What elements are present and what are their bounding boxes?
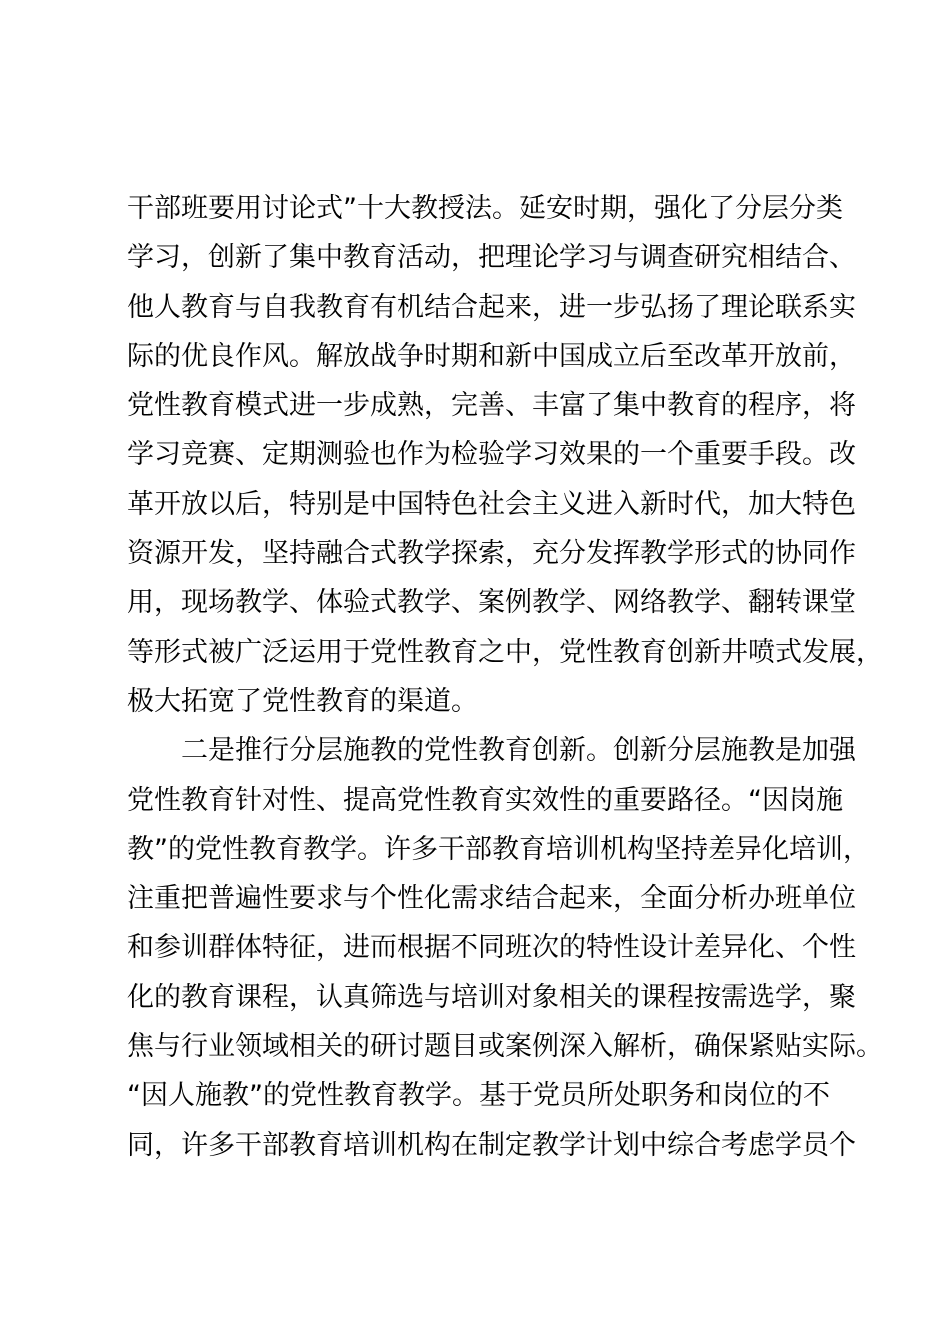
text-line: 学习竞赛、定期测验也作为检验学习效果的一个重要手段。改: [127, 439, 856, 471]
text-line: 际的优良作风。解放战争时期和新中国成立后至改革开放前，: [127, 340, 856, 372]
text-line: 他人教育与自我教育有机结合起来，进一步弘扬了理论联系实: [127, 291, 856, 323]
text-line: 党性教育针对性、提高党性教育实效性的重要路径。“因岗施: [127, 784, 843, 816]
body-text: [127, 184, 883, 1170]
text-line: “因人施教”的党性教育教学。基于党员所处职务和岗位的不: [127, 1080, 830, 1112]
text-line: 教”的党性教育教学。许多干部教育培训机构坚持差异化培训，: [127, 833, 870, 865]
text-line: 学习，创新了集中教育活动，把理论学习与调查研究相结合、: [127, 242, 856, 274]
text-line: 和参训群体特征，进而根据不同班次的特性设计差异化、个性: [127, 932, 856, 964]
text-line: 极大拓宽了党性教育的渠道。: [127, 685, 478, 717]
text-line: 革开放以后，特别是中国特色社会主义进入新时代，加大特色: [127, 488, 856, 520]
text-line: 同，许多干部教育培训机构在制定教学计划中综合考虑学员个: [127, 1129, 856, 1161]
text-line: 注重把普遍性要求与个性化需求结合起来，全面分析办班单位: [127, 883, 856, 915]
text-line: 党性教育模式进一步成熟，完善、丰富了集中教育的程序，将: [127, 390, 856, 422]
paragraph-start-line: 二是推行分层施教的党性教育创新。创新分层施教是加强: [127, 735, 856, 767]
text-line: 资源开发，坚持融合式教学探索，充分发挥教学形式的协同作: [127, 538, 856, 570]
text-line: 化的教育课程，认真筛选与培训对象相关的课程按需选学，聚: [127, 981, 856, 1013]
text-line: 等形式被广泛运用于党性教育之中，党性教育创新井喷式发展，: [127, 636, 883, 668]
text-line: 用，现场教学、体验式教学、案例教学、网络教学、翻转课堂: [127, 587, 856, 619]
text-line: 干部班要用讨论式”十大教授法。延安时期，强化了分层分类: [127, 193, 843, 224]
text-line: 焦与行业领域相关的研讨题目或案例深入解析，确保紧贴实际。: [127, 1031, 883, 1063]
